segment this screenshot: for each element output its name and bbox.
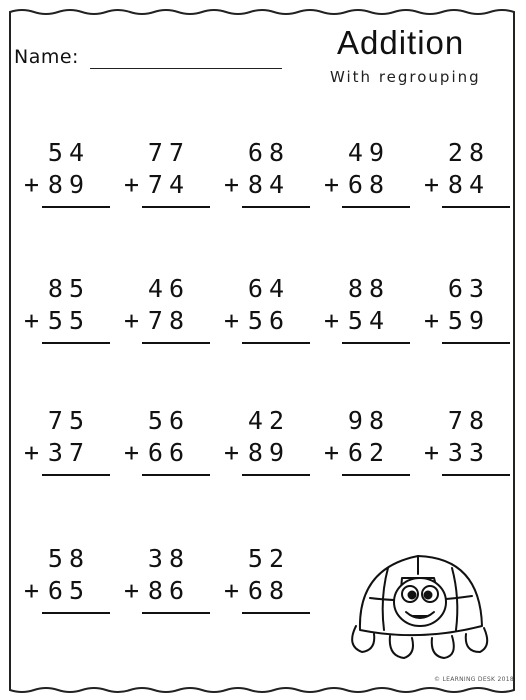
addition-problem [12,544,112,634]
addition-problem [12,406,112,496]
plus-sign: + [24,576,40,605]
answer-line[interactable] [342,342,410,344]
answer-line[interactable] [442,206,510,208]
plus-sign: + [224,576,240,605]
addend-top: 28 [447,138,490,167]
addend-top: 58 [47,544,90,573]
answer-line[interactable] [42,342,110,344]
addend-bottom: 89 [247,438,290,467]
addition-problem [12,274,112,364]
addend-bottom: 74 [147,170,190,199]
plus-sign: + [324,438,340,467]
addend-bottom: 37 [47,438,90,467]
plus-sign: + [24,170,40,199]
addition-problem [412,138,512,228]
answer-line[interactable] [42,474,110,476]
answer-line[interactable] [442,474,510,476]
plus-sign: + [224,306,240,335]
addend-bottom: 84 [447,170,490,199]
addend-top: 78 [447,406,490,435]
addend-bottom: 78 [147,306,190,335]
addend-bottom: 59 [447,306,490,335]
plus-sign: + [24,306,40,335]
addend-bottom: 54 [347,306,390,335]
answer-line[interactable] [142,612,210,614]
addition-problem [12,138,112,228]
addition-problem [412,274,512,364]
addend-top: 77 [147,138,190,167]
addition-problem [412,406,512,496]
addition-problem [312,138,412,228]
addition-problem [212,138,312,228]
addend-top: 52 [247,544,290,573]
plus-sign: + [124,306,140,335]
plus-sign: + [24,438,40,467]
plus-sign: + [224,170,240,199]
addition-problem [312,274,412,364]
addend-top: 56 [147,406,190,435]
answer-line[interactable] [242,474,310,476]
answer-line[interactable] [142,342,210,344]
addend-top: 63 [447,274,490,303]
addend-bottom: 55 [47,306,90,335]
answer-line[interactable] [242,342,310,344]
plus-sign: + [424,438,440,467]
addend-bottom: 66 [147,438,190,467]
addition-problem [312,406,412,496]
answer-line[interactable] [142,474,210,476]
addend-top: 64 [247,274,290,303]
plus-sign: + [124,576,140,605]
addend-bottom: 84 [247,170,290,199]
answer-line[interactable] [42,206,110,208]
addition-problem [112,406,212,496]
addend-bottom: 89 [47,170,90,199]
plus-sign: + [424,306,440,335]
name-label: Name: [14,46,79,68]
page-subtitle: With regrouping [330,68,481,86]
plus-sign: + [324,170,340,199]
addend-bottom: 68 [247,576,290,605]
answer-line[interactable] [42,612,110,614]
plus-sign: + [424,170,440,199]
addend-top: 98 [347,406,390,435]
addend-top: 54 [47,138,90,167]
addition-problem [212,544,312,634]
addend-top: 49 [347,138,390,167]
addend-top: 42 [247,406,290,435]
addition-problem [212,406,312,496]
worksheet [2,6,522,696]
addend-bottom: 86 [147,576,190,605]
addend-bottom: 62 [347,438,390,467]
addend-top: 68 [247,138,290,167]
addend-top: 38 [147,544,190,573]
answer-line[interactable] [342,206,410,208]
answer-line[interactable] [142,206,210,208]
turtle-icon [340,538,500,668]
addend-bottom: 65 [47,576,90,605]
copyright-credit: © LEARNING DESK 2018 [434,676,514,683]
plus-sign: + [324,306,340,335]
addition-problem [112,544,212,634]
addition-problem [112,274,212,364]
plus-sign: + [124,170,140,199]
answer-line[interactable] [442,342,510,344]
addend-bottom: 33 [447,438,490,467]
page-title: Addition [337,24,465,61]
addend-top: 46 [147,274,190,303]
addition-problem [112,138,212,228]
addend-top: 75 [47,406,90,435]
addend-bottom: 68 [347,170,390,199]
answer-line[interactable] [242,206,310,208]
addend-bottom: 56 [247,306,290,335]
addend-top: 85 [47,274,90,303]
addend-top: 88 [347,274,390,303]
plus-sign: + [224,438,240,467]
addition-problem [212,274,312,364]
plus-sign: + [124,438,140,467]
answer-line[interactable] [242,612,310,614]
answer-line[interactable] [342,474,410,476]
